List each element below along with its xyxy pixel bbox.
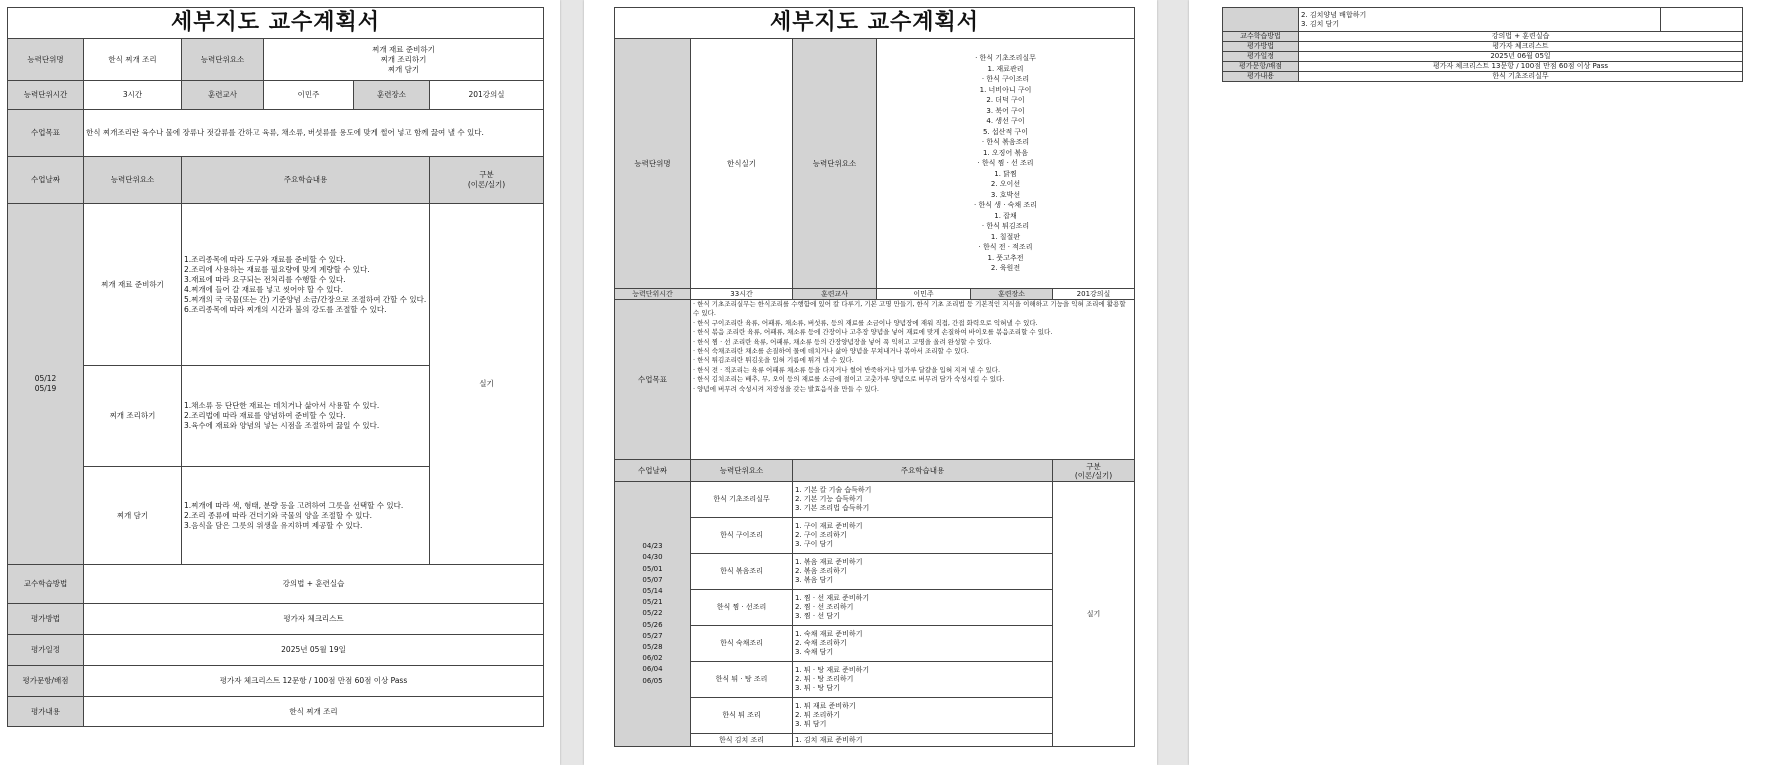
hours-value: 33시간 xyxy=(691,289,793,300)
row-element: 한식 볶음조리 xyxy=(691,554,793,590)
hours-label: 능력단위시간 xyxy=(615,289,691,300)
row-content xyxy=(182,467,430,565)
unit-label: 능력단위명 xyxy=(8,39,84,81)
element-item: 1. 재료관리 xyxy=(987,64,1024,73)
row-content xyxy=(793,734,1053,747)
eval-date-value: 2025년 06월 05일 xyxy=(1299,52,1743,62)
content-line: 3. 찜 · 선 담기 xyxy=(795,612,840,620)
content-line: 1. 튀 재료 준비하기 xyxy=(795,702,856,710)
content-line: 2. 숙채 조리하기 xyxy=(795,639,847,647)
content-line: 2.조리 종류에 따라 건더기와 국물의 양을 조절할 수 있다. xyxy=(184,510,373,520)
eval-content-label: 평가내용 xyxy=(1223,72,1299,82)
element-item: 1. 잡채 xyxy=(994,211,1017,220)
goal-label: 수업목표 xyxy=(8,110,84,157)
row-element: 찌개 조리하기 xyxy=(84,366,182,467)
content-line: 4.찌개에 들어 갈 재료를 넣고 씻어야 할 수 있다. xyxy=(184,284,344,294)
element-item: 찌개 조리하기 xyxy=(380,54,427,64)
row-content xyxy=(793,590,1053,626)
row-element: 찌개 재료 준비하기 xyxy=(84,204,182,366)
element-item: · 한식 생 · 숙채 조리 xyxy=(974,201,1037,210)
element-header: 능력단위요소 xyxy=(84,157,182,204)
teacher-label: 훈련교사 xyxy=(182,81,264,110)
goal-line: · 한식 구이조리란 육류, 어패류, 채소류, 버섯류, 등의 재료를 소금이나 양념장에 재워 직접, 간접 화력으로 익혀낼 수 있다. xyxy=(693,318,1038,327)
date-item: 05/12 xyxy=(34,374,57,383)
eval-date-value: 2025년 05월 19일 xyxy=(84,635,544,666)
element-item: 3. 북어 구이 xyxy=(986,106,1025,115)
content-line: 1. 찜 · 선 재료 준비하기 xyxy=(795,594,870,602)
content-line: 1. 숙채 재료 준비하기 xyxy=(795,630,863,638)
plan-table-3 xyxy=(1222,7,1743,82)
date-header: 수업날짜 xyxy=(8,157,84,204)
date-item: 05/22 xyxy=(642,609,663,618)
date-item: 05/27 xyxy=(642,631,663,640)
goal-line: · 한식 찜 · 선 조리란 육류, 어패류, 채소류 등의 간장양념장을 넣어 푹 익히고 고명을 올려 완성할 수 있다. xyxy=(693,337,992,346)
content-line: 2. 찜 · 선 조리하기 xyxy=(795,603,854,611)
eval-content-value: 한식 기초조리실무 xyxy=(1299,72,1743,82)
content-line: 1. 김치 재료 준비하기 xyxy=(795,735,863,744)
goal-line: · 한식 기초조리실무는 한식조리를 수행함에 있어 칼 다루기, 기본 고명 만들기, 한식 기초 조리법 등 기본적인 지식을 이해하고 기능을 익혀 조리에 활용할 수 있다. xyxy=(693,300,1126,318)
content-line: 1. 구이 재료 준비하기 xyxy=(795,522,863,530)
content-line: 1.찌개에 따라 색, 형태, 분량 등을 고려하여 그릇을 선택할 수 있다. xyxy=(184,500,404,510)
type-value: 실기 xyxy=(430,204,544,565)
content-header: 주요학습내용 xyxy=(793,460,1053,482)
element-item: 4. 생선 구이 xyxy=(986,117,1025,126)
place-value: 201강의실 xyxy=(430,81,544,110)
place-value: 201강의실 xyxy=(1053,289,1135,300)
eval-criteria-label: 평가문항/배점 xyxy=(1223,62,1299,72)
row-content xyxy=(793,626,1053,662)
type-header: 구분 (이론/실기) xyxy=(1053,460,1135,482)
eval-method-label: 평가방법 xyxy=(8,604,84,635)
content-line: 1.조리종목에 따라 도구와 재료를 준비할 수 있다. xyxy=(184,254,346,264)
dates-cell xyxy=(8,204,84,565)
date-item: 05/28 xyxy=(642,643,663,651)
content-line: 1. 기본 칼 기술 습득하기 xyxy=(795,486,872,494)
date-item: 05/07 xyxy=(642,575,663,584)
row-element: 한식 찜 · 선조리 xyxy=(691,590,793,626)
goal-line: · 한식 튀김조리란 튀김옷을 입혀 기름에 튀겨 낼 수 있다. xyxy=(693,356,854,365)
date-item: 05/26 xyxy=(642,620,663,629)
element-item: · 한식 튀김조리 xyxy=(981,222,1030,231)
page-2 xyxy=(584,0,1157,765)
elements-list xyxy=(264,39,544,81)
row-element: 한식 김치 조리 xyxy=(691,734,793,747)
hours-value: 3시간 xyxy=(84,81,182,110)
content-line: 3. 숙채 담기 xyxy=(795,648,834,656)
element-item: · 한식 찜 · 선 조리 xyxy=(977,159,1034,168)
row-content xyxy=(793,662,1053,698)
teacher-value: 이민주 xyxy=(264,81,354,110)
row-content xyxy=(182,366,430,467)
content-line: 5.찌개의 국 국물(또는 간) 기준양념 소금/간장으로 조절하여 간할 수 있다. xyxy=(184,294,427,304)
row-element: 한식 구이조리 xyxy=(691,518,793,554)
goal-line: · 한식 볶음 조리란 육류, 어패류, 채소류 등에 간장이나 고추장 양념을 넣어 재료에 맞게 손질하여 바이오를 볶음조리할 수 있다. xyxy=(693,328,1053,337)
element-item: · 한식 기초조리실무 xyxy=(975,54,1036,63)
row-content-cont xyxy=(1299,8,1661,32)
eval-criteria-value: 평가자 체크리스트 13문항 / 100점 만점 60점 이상 Pass xyxy=(1299,62,1743,72)
row-element: 한식 튀 조리 xyxy=(691,698,793,734)
content-line: 2.조리에 사용하는 재료를 필요량에 맞게 계량할 수 있다. xyxy=(184,264,370,274)
row-content xyxy=(793,518,1053,554)
doc-title: 세부지도 교수계획서 xyxy=(8,8,544,39)
method-value: 강의법 + 훈련실습 xyxy=(1299,32,1743,42)
place-label: 훈련장소 xyxy=(971,289,1053,300)
eval-content-value: 한식 찌개 조리 xyxy=(84,697,544,727)
row-element: 한식 튀 · 탕 조리 xyxy=(691,662,793,698)
content-line: 3.음식을 담은 그릇의 위생을 유지하며 제공할 수 있다. xyxy=(184,520,363,530)
date-item: 06/02 xyxy=(642,654,663,663)
element-header: 능력단위요소 xyxy=(691,460,793,482)
page-1 xyxy=(0,0,560,765)
element-item: 1. 닭찜 xyxy=(994,169,1017,178)
row-content xyxy=(793,554,1053,590)
content-line: 2. 볶음 조리하기 xyxy=(795,567,847,575)
eval-date-label: 평가일정 xyxy=(8,635,84,666)
element-item: · 한식 전 · 적조리 xyxy=(978,243,1033,252)
content-line: 2. 기본 기능 습득하기 xyxy=(795,495,863,503)
content-line: 3. 김치 담기 xyxy=(1301,19,1340,28)
content-line: 6.조리종목에 따라 찌개의 시간과 불의 강도를 조절할 수 있다. xyxy=(184,304,387,314)
hours-label: 능력단위시간 xyxy=(8,81,84,110)
place-label: 훈련장소 xyxy=(354,81,430,110)
eval-method-value: 평가자 체크리스트 xyxy=(1299,42,1743,52)
goal-line: · 한식 전 · 적조리는 육류 어패류 채소류 등을 다지거나 썰어 반죽하거나 밀가루 달걀을 입혀 지져 낼 수 있다. xyxy=(693,365,1001,374)
eval-date-label: 평가일정 xyxy=(1223,52,1299,62)
row-element: 한식 숙채조리 xyxy=(691,626,793,662)
row-element: 찌개 담기 xyxy=(84,467,182,565)
dates-cell xyxy=(615,482,691,747)
element-item: 2. 육원전 xyxy=(990,264,1021,273)
element-item: 5. 섭산적 구이 xyxy=(983,127,1028,136)
element-item: 3. 호박선 xyxy=(990,190,1021,199)
elements-list xyxy=(877,39,1135,289)
row-content xyxy=(182,204,430,366)
teacher-value: 이민주 xyxy=(877,289,971,300)
eval-content-label: 평가내용 xyxy=(8,697,84,727)
elements-label: 능력단위요소 xyxy=(182,39,264,81)
teacher-label: 훈련교사 xyxy=(793,289,877,300)
date-item: 05/14 xyxy=(642,586,663,595)
element-item: 1. 너비아니 구이 xyxy=(979,85,1032,94)
plan-table-2 xyxy=(614,7,1135,747)
goal-label: 수업목표 xyxy=(615,300,691,460)
date-item: 05/01 xyxy=(642,564,663,573)
date-header: 수업날짜 xyxy=(615,460,691,482)
content-line: 3. 구이 담기 xyxy=(795,540,834,548)
date-item: 04/30 xyxy=(642,553,663,562)
type-header: 구분 (이론/실기) xyxy=(430,157,544,204)
elements-label: 능력단위요소 xyxy=(793,39,877,289)
content-line: 2. 튀 · 탕 조리하기 xyxy=(795,675,854,683)
content-line: 2. 구이 조리하기 xyxy=(795,531,847,539)
date-item: 05/19 xyxy=(34,384,57,393)
element-item: 2. 오이선 xyxy=(990,180,1021,189)
method-label: 교수학습방법 xyxy=(8,565,84,604)
element-item: · 한식 구이조리 xyxy=(981,75,1030,84)
content-line: 3.재료에 따라 요구되는 전처리를 수행할 수 있다. xyxy=(184,274,346,284)
element-item: 찌개 재료 준비하기 xyxy=(372,44,435,54)
eval-method-value: 평가자 체크리스트 xyxy=(84,604,544,635)
date-item: 05/21 xyxy=(642,598,663,607)
goal-line: · 양념에 버무려 숙성시켜 저장성을 갖는 발효음식을 만들 수 있다. xyxy=(693,384,879,393)
element-item: 2. 더덕 구이 xyxy=(986,96,1025,105)
content-line: 2.조리법에 따라 재료를 양념하여 준비할 수 있다. xyxy=(184,411,346,420)
doc-title: 세부지도 교수계획서 xyxy=(615,8,1135,39)
eval-criteria-label: 평가문항/배점 xyxy=(8,666,84,697)
date-item: 04/23 xyxy=(642,542,663,551)
goal-line: · 한식 숙채조리란 채소를 손질하여 물에 데치거나 삶아 양념을 무쳐내거나 볶아서 조리할 수 있다. xyxy=(693,347,969,356)
content-line: 3. 볶음 담기 xyxy=(795,576,834,584)
element-item: 1. 칠절판 xyxy=(990,232,1021,241)
element-item: 1. 풋고추전 xyxy=(987,253,1024,262)
page-3 xyxy=(1189,0,1765,765)
row-content xyxy=(793,698,1053,734)
unit-label: 능력단위명 xyxy=(615,39,691,289)
type-value: 실기 xyxy=(1053,482,1135,747)
goal-text xyxy=(691,300,1135,460)
content-line: 2. 튀 조리하기 xyxy=(795,711,840,719)
goal-line: · 한식 김치조리는 배추, 무, 오이 등의 재료를 소금에 절이고 고춧가루 양념으로 버무려 담가 숙성시킬 수 있다. xyxy=(693,375,1005,384)
date-item: 06/05 xyxy=(642,676,663,685)
content-line: 2. 김치양념 배합하기 xyxy=(1301,10,1367,19)
content-line: 1. 볶음 재료 준비하기 xyxy=(795,558,863,566)
plan-table-1 xyxy=(7,7,544,727)
content-line: 1.채소류 등 단단한 재료는 데치거나 삶아서 사용할 수 있다. xyxy=(184,401,380,410)
element-item: 1. 오징어 볶음 xyxy=(983,148,1028,157)
row-element: 한식 기초조리실무 xyxy=(691,482,793,518)
content-line: 1. 튀 · 탕 재료 준비하기 xyxy=(795,666,870,674)
element-item: 찌개 담기 xyxy=(387,64,420,74)
method-value: 강의법 + 훈련실습 xyxy=(84,565,544,604)
date-item: 06/04 xyxy=(642,665,663,674)
eval-criteria-value: 평가자 체크리스트 12문항 / 100점 만점 60점 이상 Pass xyxy=(84,666,544,697)
content-line: 3. 기본 조리법 습득하기 xyxy=(795,504,870,512)
content-line: 3. 튀 담기 xyxy=(795,720,827,728)
content-header: 주요학습내용 xyxy=(182,157,430,204)
eval-method-label: 평가방법 xyxy=(1223,42,1299,52)
element-item: · 한식 볶음조리 xyxy=(981,138,1030,147)
content-line: 3. 튀 · 탕 담기 xyxy=(795,684,840,692)
unit-name: 한식실기 xyxy=(691,39,793,289)
goal-text: 한식 찌개조리란 육수나 물에 장류나 젓갈류를 간하고 육류, 채소류, 버섯류를 용도에 맞게 썰어 넣고 함께 끓여 낼 수 있다. xyxy=(84,110,544,157)
row-content xyxy=(793,482,1053,518)
method-label: 교수학습방법 xyxy=(1223,32,1299,42)
unit-name: 한식 찌개 조리 xyxy=(84,39,182,81)
content-line: 3.육수에 재료와 양념의 넣는 시점을 조절하여 끓일 수 있다. xyxy=(184,421,380,430)
